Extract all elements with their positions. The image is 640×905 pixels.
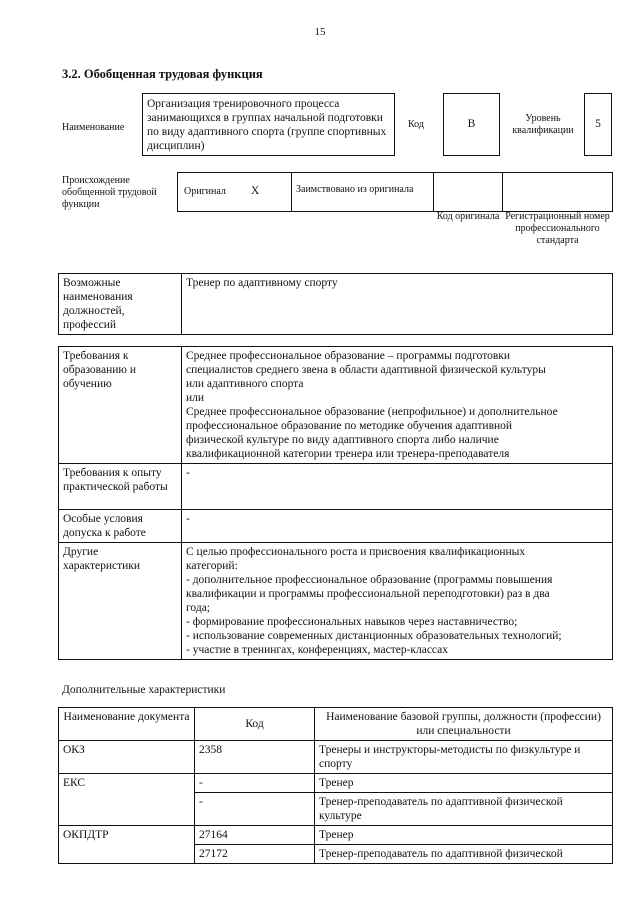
requirements-row-education [59, 347, 613, 464]
name-label: Наименование [62, 122, 125, 133]
borrowed-cell [291, 172, 434, 212]
other-line: квалификации и программы профессиональной переподготовки) раз в два [186, 588, 550, 600]
education-line: специалистов среднего звена в области адаптивной физической культуры [186, 364, 546, 376]
experience-value: - [182, 464, 613, 510]
code-value: В [467, 118, 476, 130]
row-code: 27164 [195, 826, 315, 845]
section-title: 3.2. Обобщенная трудовая функция [62, 67, 263, 81]
header-group-name: Наименование базовой группы, должности (профессии) или специальности [315, 708, 613, 741]
experience-label: Требования к опыту практической работы [59, 464, 182, 510]
row-code: - [195, 774, 315, 793]
education-line: профессиональное образование по методике обучения адаптивной [186, 420, 513, 432]
original-code-cell [433, 172, 503, 212]
education-line: физической культуре по виду адаптивного спорта либо наличие [186, 434, 499, 446]
requirements-row-other [59, 543, 613, 660]
borrowed-label: Заимствовано из оригинала [296, 184, 414, 195]
row-name: Тренер-преподаватель по адаптивной физической [315, 845, 613, 864]
level-value-box [584, 93, 612, 156]
header-code: Код [195, 708, 315, 741]
special-conditions-label: Особые условия допуска к работе [59, 510, 182, 543]
row-document: ОКЗ [59, 741, 195, 774]
requirements-table [58, 346, 613, 660]
name-value-box [142, 93, 395, 156]
table-row [59, 826, 613, 845]
regnum-cell [502, 172, 613, 212]
education-line: квалификационной категории тренера или тренера-преподавателя [186, 448, 510, 460]
origin-label: Происхождение обобщенной трудовой функции [62, 175, 157, 210]
requirements-row-special [59, 510, 613, 543]
row-code: 27172 [195, 845, 315, 864]
other-line: С целью профессионального роста и присвоения квалификационных [186, 546, 526, 558]
positions-label: Возможные наименования должностей, профессий [59, 274, 182, 335]
education-value [182, 347, 613, 464]
row-name: Тренер [315, 826, 613, 845]
name-value: Организация тренировочного процесса занимающихся в группах начальной подготовки по виду адаптивного спорта (группе спортивных дисциплин) [147, 98, 387, 152]
education-line: Среднее профессиональное образование (непрофильное) и дополнительное [186, 406, 558, 418]
other-line: - использование современных дистанционных образовательных технологий; [186, 630, 562, 642]
other-line: категорий: [186, 560, 238, 572]
education-label: Требования к образованию и обучению [59, 347, 182, 464]
education-line: Среднее профессиональное образование – программы подготовки [186, 350, 511, 362]
other-line: года; [186, 602, 210, 614]
additional-header-row [59, 708, 613, 741]
code-caption: Код оригинала [436, 211, 500, 222]
level-value: 5 [595, 118, 601, 130]
table-row [59, 741, 613, 774]
other-value [182, 543, 613, 660]
row-name: Тренер-преподаватель по адаптивной физической культуре [315, 793, 613, 826]
other-line: - формирование профессиональных навыков через наставничество; [186, 616, 518, 628]
other-label: Другие характеристики [59, 543, 182, 660]
row-code: 2358 [195, 741, 315, 774]
row-code: - [195, 793, 315, 826]
code-value-box [443, 93, 500, 156]
special-conditions-value: - [182, 510, 613, 543]
row-name: Тренеры и инструкторы-методисты по физкультуре и спорту [315, 741, 613, 774]
row-document: ОКПДТР [59, 826, 195, 864]
page-number: 15 [314, 26, 326, 38]
table-row [59, 774, 613, 793]
positions-table [58, 273, 613, 335]
original-mark: Х [251, 185, 260, 197]
original-cell [177, 172, 292, 212]
education-line: или [186, 392, 205, 404]
other-line: - дополнительное профессиональное образование (программы повышения [186, 574, 553, 586]
original-label: Оригинал [184, 186, 226, 197]
row-name: Тренер [315, 774, 613, 793]
row-document: ЕКС [59, 774, 195, 826]
regnum-caption: Регистрационный номер профессионального стандарта [505, 211, 610, 246]
requirements-row-experience [59, 464, 613, 510]
header-document: Наименование документа [59, 708, 195, 741]
code-label: Код [408, 119, 424, 130]
additional-table [58, 707, 613, 864]
other-line: - участие в тренингах, конференциях, мастер-классах [186, 644, 449, 656]
level-label: Уровень квалификации [512, 113, 574, 136]
additional-title: Дополнительные характеристики [62, 684, 226, 696]
education-line: или адаптивного спорта [186, 378, 304, 390]
positions-value: Тренер по адаптивному спорту [182, 274, 613, 335]
